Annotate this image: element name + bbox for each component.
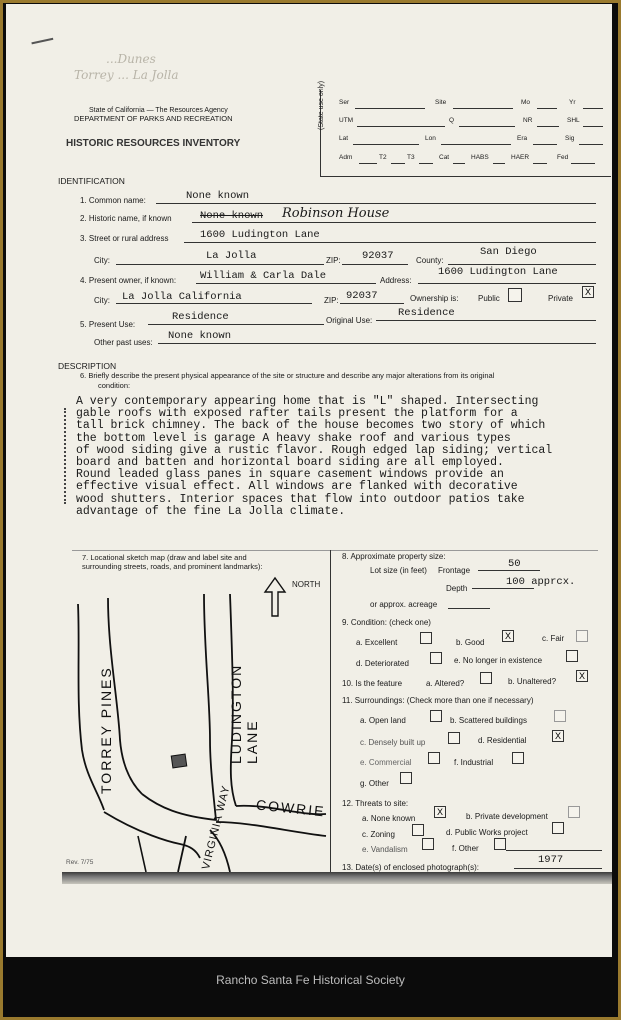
footer-credit: Rancho Santa Fe Historical Society bbox=[216, 973, 405, 987]
description-prompt: 6. Briefly describe the present physical appearance of the site or structure and describe any major alterations from its original bbox=[80, 371, 495, 380]
site-marker bbox=[171, 754, 187, 768]
description-heading: DESCRIPTION bbox=[58, 361, 117, 371]
public-works-label: d. Public Works project bbox=[446, 828, 528, 837]
private-checkbox[interactable]: X bbox=[582, 286, 594, 298]
description-line: wood shutters. Interior spaces that flow into outdoor patios take bbox=[76, 492, 525, 506]
acreage-label: or approx. acreage bbox=[370, 600, 438, 609]
public-works-checkbox[interactable] bbox=[552, 822, 564, 834]
pencil-note: ...Dunes bbox=[106, 52, 156, 66]
original-use-label: Original Use: bbox=[326, 316, 373, 325]
other-past-value: None known bbox=[168, 330, 232, 342]
owner-zip-value: 92037 bbox=[346, 290, 378, 302]
owner-address-value: 1600 Ludington Lane bbox=[438, 266, 558, 278]
q11-label: 11. Surroundings: (Check more than one if necessary) bbox=[342, 696, 534, 705]
fair-checkbox[interactable] bbox=[576, 630, 588, 642]
other-label: g. Other bbox=[360, 779, 389, 788]
original-use-value: Residence bbox=[398, 307, 455, 319]
north-arrow-icon bbox=[265, 578, 285, 616]
owner-label: 4. Present owner, if known: bbox=[80, 276, 177, 285]
state-field: Q bbox=[449, 117, 455, 124]
fair-label: c. Fair bbox=[542, 634, 565, 643]
owner-city-label: City: bbox=[94, 296, 110, 305]
densely-label: c. Densely built up bbox=[360, 738, 426, 747]
scattered-checkbox[interactable] bbox=[554, 710, 566, 722]
description-text bbox=[76, 396, 604, 518]
description-prompt: condition: bbox=[98, 381, 131, 390]
description-line: advantage of the fine La Jolla climate. bbox=[76, 504, 346, 518]
depth-label: Depth bbox=[446, 584, 468, 593]
state-field: HABS bbox=[471, 154, 489, 161]
street-label-ludington-lane: LUDINGTON LANE bbox=[228, 663, 260, 764]
q8-label: 8. Approximate property size: bbox=[342, 552, 446, 561]
lot-size-label: Lot size (in feet) bbox=[370, 566, 427, 575]
industrial-checkbox[interactable] bbox=[512, 752, 524, 764]
residential-label: d. Residential bbox=[478, 736, 527, 745]
form-title: HISTORIC RESOURCES INVENTORY bbox=[66, 138, 241, 149]
vandalism-checkbox[interactable] bbox=[422, 838, 434, 850]
street-value: 1600 Ludington Lane bbox=[200, 229, 320, 241]
state-field: Site bbox=[435, 99, 447, 106]
state-field: T2 bbox=[379, 154, 387, 161]
excellent-checkbox[interactable] bbox=[420, 632, 432, 644]
unaltered-label: b. Unaltered? bbox=[508, 677, 557, 686]
residential-checkbox[interactable]: X bbox=[552, 730, 564, 742]
excellent-label: a. Excellent bbox=[356, 638, 398, 647]
q12-label: 12. Threats to site: bbox=[342, 799, 409, 808]
public-label: Public bbox=[478, 294, 500, 303]
other-past-label: Other past uses: bbox=[94, 338, 153, 347]
owner-value: William & Carla Dale bbox=[200, 270, 327, 282]
historic-name-value: Robinson House bbox=[282, 206, 390, 221]
form-revision: Rev. 7/75 bbox=[66, 859, 94, 866]
north-label: NORTH bbox=[292, 580, 321, 589]
scan-shadow bbox=[62, 872, 612, 884]
owner-city-value: La Jolla California bbox=[122, 291, 242, 303]
historic-name-struck: None known bbox=[200, 210, 264, 222]
common-name-value: None known bbox=[186, 190, 250, 202]
none-known-label: a. None known bbox=[362, 814, 416, 823]
state-field: Adm bbox=[339, 154, 353, 161]
other-threat-label: f. Other bbox=[452, 844, 479, 853]
state-field: HAER bbox=[511, 154, 530, 161]
state-field: Sig bbox=[565, 135, 575, 142]
state-use-label: (State use only) bbox=[318, 80, 325, 130]
zip-value: 92037 bbox=[362, 250, 394, 262]
county-value: San Diego bbox=[480, 246, 537, 258]
description-line: A very contemporary appearing home that is "L" shaped. Intersecting bbox=[76, 395, 539, 408]
no-longer-label: e. No longer in existence bbox=[454, 656, 543, 665]
sheet-bottom-margin bbox=[6, 884, 612, 957]
common-name-label: 1. Common name: bbox=[80, 196, 146, 205]
agency-line: State of California — The Resources Agency bbox=[89, 107, 228, 114]
frontage-label: Frontage bbox=[438, 566, 471, 575]
none-known-checkbox[interactable]: X bbox=[434, 806, 446, 818]
description-line: gable roofs with exposed rafter tails present the platform for a bbox=[76, 407, 518, 421]
pencil-note: Torrey ... La Jolla bbox=[74, 68, 179, 82]
state-use-box bbox=[318, 80, 611, 177]
street-label-torrey-pines: TORREY PINES bbox=[98, 666, 114, 794]
q13-label: 13. Date(s) of enclosed photograph(s): bbox=[342, 863, 479, 872]
scattered-label: b. Scattered buildings bbox=[450, 716, 527, 725]
historic-name-label: 2. Historic name, if known bbox=[80, 214, 172, 223]
present-use-label: 5. Present Use: bbox=[80, 320, 136, 329]
street-label-virginia-way: VIRGINIA WAY bbox=[200, 783, 233, 871]
vandalism-label: e. Vandalism bbox=[362, 845, 408, 854]
county-label: County: bbox=[416, 256, 444, 265]
description-line: of wood siding give a rustic flavor. Rough edged lap siding; vertical bbox=[76, 443, 553, 457]
state-field: UTM bbox=[339, 117, 354, 124]
description-line: tall brick chimney. The back of the house becomes two story of which bbox=[76, 419, 546, 433]
state-field: Lon bbox=[425, 135, 436, 142]
other-threat-checkbox[interactable] bbox=[494, 838, 506, 850]
open-land-checkbox[interactable] bbox=[430, 710, 442, 722]
street-label-cowrie: COWRIE bbox=[255, 796, 327, 820]
sketch-map-area bbox=[60, 550, 331, 872]
commercial-checkbox[interactable] bbox=[428, 752, 440, 764]
ownership-label: Ownership is: bbox=[410, 294, 459, 303]
q10-label: 10. Is the feature bbox=[342, 679, 403, 688]
altered-checkbox[interactable] bbox=[480, 672, 492, 684]
pencil-mark bbox=[31, 38, 54, 50]
state-field: T3 bbox=[407, 154, 415, 161]
depth-value: 100 apprcx. bbox=[506, 576, 576, 588]
present-use-value: Residence bbox=[172, 311, 229, 323]
other-checkbox[interactable] bbox=[400, 772, 412, 784]
industrial-label: f. Industrial bbox=[454, 758, 494, 767]
description-line: effective visual effect. All windows are flanked with decorative bbox=[76, 480, 518, 494]
densely-checkbox[interactable] bbox=[448, 732, 460, 744]
description-line: the bottom level is garage A heavy shake roof and various types bbox=[76, 431, 511, 445]
altered-label: a. Altered? bbox=[426, 679, 465, 688]
sketch-caption: 7. Locational sketch map (draw and label site and bbox=[82, 553, 247, 562]
zoning-label: c. Zoning bbox=[362, 830, 395, 839]
owner-zip-label: ZIP: bbox=[324, 296, 339, 305]
description-line: Round leaded glass panes in square casement windows provide an bbox=[76, 468, 504, 482]
open-land-label: a. Open land bbox=[360, 716, 406, 725]
private-dev-label: b. Private development bbox=[466, 812, 548, 821]
public-checkbox[interactable] bbox=[508, 288, 522, 302]
photo-date-value: 1977 bbox=[538, 854, 564, 866]
city-value: La Jolla bbox=[206, 250, 257, 262]
inventory-form-sheet bbox=[6, 4, 612, 957]
state-field: Mo bbox=[521, 99, 531, 106]
department-line: DEPARTMENT OF PARKS AND RECREATION bbox=[74, 114, 233, 123]
unaltered-checkbox[interactable]: X bbox=[576, 670, 588, 682]
sketch-caption: surrounding streets, roads, and prominent landmarks): bbox=[82, 562, 263, 571]
state-field: Ser bbox=[339, 99, 350, 106]
private-dev-checkbox[interactable] bbox=[568, 806, 580, 818]
state-field: Era bbox=[517, 135, 528, 142]
good-checkbox[interactable]: X bbox=[502, 630, 514, 642]
no-longer-checkbox[interactable] bbox=[566, 650, 578, 662]
deteriorated-label: d. Deteriorated bbox=[356, 659, 409, 668]
state-field: SHL bbox=[567, 117, 580, 124]
zoning-checkbox[interactable] bbox=[412, 824, 424, 836]
description-line: board and batten and horizontal board siding are all employed. bbox=[76, 456, 504, 470]
state-field: Lat bbox=[339, 135, 349, 142]
commercial-label: e. Commercial bbox=[360, 758, 412, 767]
identification-heading: IDENTIFICATION bbox=[58, 176, 125, 186]
deteriorated-checkbox[interactable] bbox=[430, 652, 442, 664]
q9-label: 9. Condition: (check one) bbox=[342, 618, 431, 627]
owner-address-label: Address: bbox=[380, 276, 412, 285]
street-label: 3. Street or rural address bbox=[80, 234, 169, 243]
state-field: Cat bbox=[439, 154, 450, 161]
margin-mark bbox=[64, 408, 70, 504]
good-label: b. Good bbox=[456, 638, 485, 647]
state-field: NR bbox=[523, 117, 533, 124]
private-label: Private bbox=[548, 294, 573, 303]
state-field: Yr bbox=[569, 99, 576, 106]
frontage-value: 50 bbox=[508, 558, 521, 570]
state-field: Fed bbox=[557, 154, 569, 161]
city-label: City: bbox=[94, 256, 110, 265]
zip-label: ZIP: bbox=[326, 256, 341, 265]
